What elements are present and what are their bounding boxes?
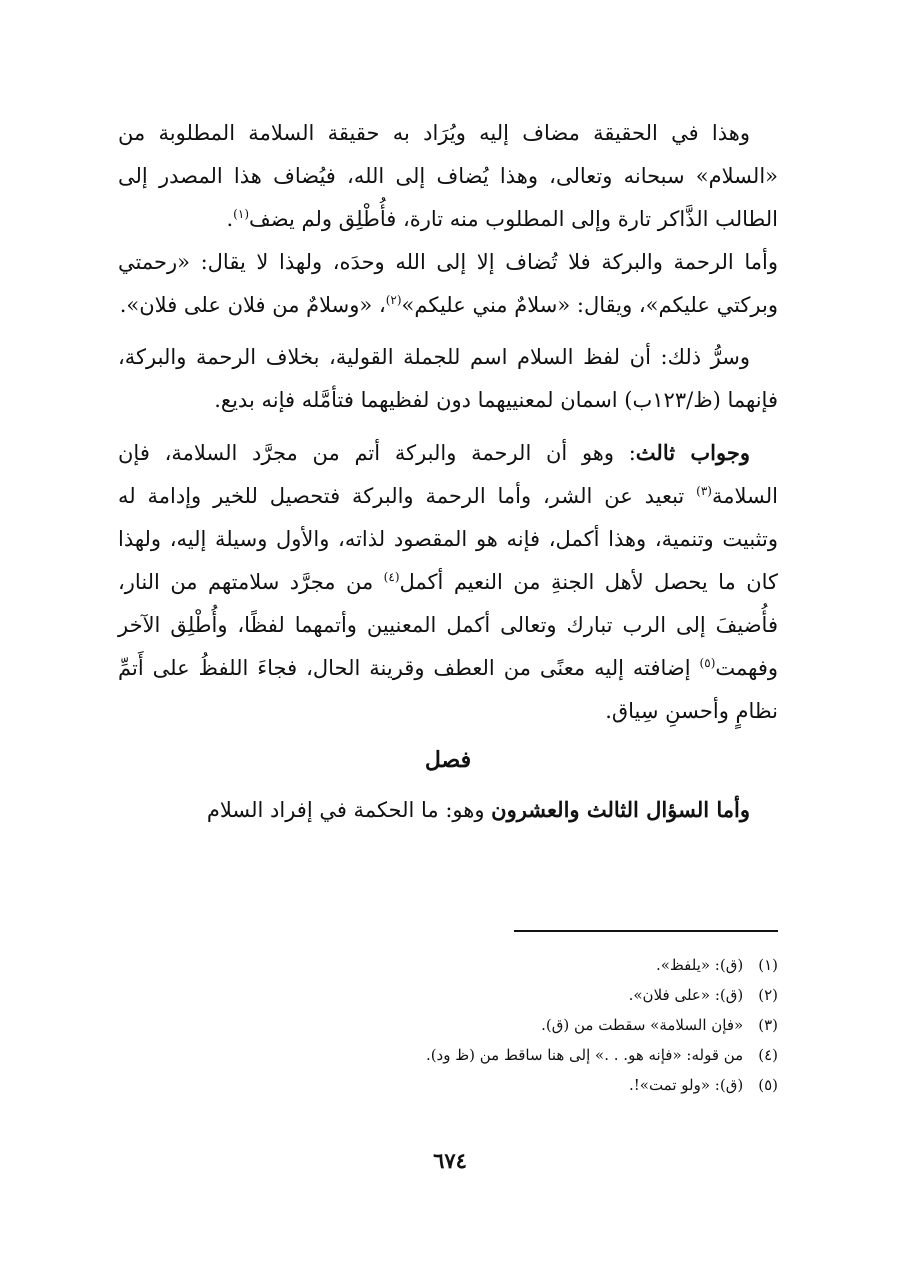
- footnote-reference[interactable]: (٥): [699, 656, 716, 670]
- text-run: وسرُّ ذلك: أن لفظ السلام اسم للجملة القولية، بخلاف الرحمة والبركة، فإنهما (ظ/١٢٣ب) اسمان لمعنييهما دون لفظيهما فتأمَّله فإنه بديع.: [118, 345, 778, 412]
- footnote-number: (٣): [758, 1016, 778, 1034]
- footnote-5: [200, 1070, 778, 1100]
- paragraph-2: [118, 241, 778, 327]
- text-run: إضافته إليه معنًى من العطف وقرينة الحال، فجاءَ اللفظُ على أَتمِّ نظامٍ وأحسنِ سِياق.: [118, 656, 778, 723]
- footnote-reference[interactable]: (٤): [383, 570, 400, 584]
- footnote-text: «فإن السلامة» سقطت من (ق).: [541, 1016, 744, 1034]
- footnote-reference[interactable]: (٢): [385, 293, 402, 307]
- main-text: [118, 112, 778, 832]
- footnote-text: من قوله: «فإنه هو. . .» إلى هنا ساقط من (ظ ود).: [425, 1046, 744, 1064]
- page-number: ٦٧٤: [433, 1148, 467, 1173]
- text-run: ، «وسلامٌ من فلان على فلان».: [119, 293, 386, 317]
- footnote-number: (١): [758, 956, 778, 974]
- text-run: وهذا في الحقيقة مضاف إليه ويُرَاد به حقيقة السلامة المطلوبة من «السلام» سبحانه وتعالى، وهذا يُضاف إلى الله، فيُضاف هذا المصدر إلى الطالب الذَّاكر تارة وإلى المطلوب منه تارة، فأُطْلِق ولم يضف: [118, 121, 778, 231]
- footnotes: [200, 950, 778, 1100]
- bold-lead-phrase: وأما السؤال الثالث والعشرون: [491, 797, 750, 822]
- footnote-text: (ق): «على فلان».: [628, 986, 744, 1004]
- text-run: تبعيد عن الشر، وأما الرحمة والبركة فتحصيل للخير وإدامة له وتثبيت وتنمية، وهذا أكمل، فإنه هو المقصود لذاته، والأول وسيلة إليه، ولهذا كان ما يحصل لأهل الجنةِ من النعيم أكمل: [118, 484, 779, 594]
- section-heading: فصل: [424, 747, 472, 773]
- text-run: وأما الرحمة والبركة فلا تُضاف إلا إلى الله وحدَه، ولهذا لا يقال: «رحمتي وبركتي عليكم»، ويقال: «سلامٌ مني عليكم»: [118, 250, 778, 317]
- footnote-4: [200, 1040, 778, 1070]
- footnote-number: (٤): [758, 1046, 778, 1064]
- footnote-reference[interactable]: (٣): [696, 484, 712, 498]
- footnote-number: (٢): [758, 986, 778, 1004]
- footnote-separator: [514, 930, 778, 932]
- footnote-reference[interactable]: (١): [233, 207, 249, 221]
- text-run: .: [226, 207, 234, 231]
- text-run: من مجرَّد سلامتهم من النار، فأُضيفَ إلى الرب تبارك وتعالى أكمل المعنيين وأتمهما لفظًا، وأُطْلِق الآخر وفهمت: [118, 570, 778, 680]
- paragraph-1: [118, 112, 778, 241]
- bold-lead-phrase: وجواب ثالث: [635, 440, 750, 465]
- footnote-1: [200, 950, 778, 980]
- text-run: وهو: ما الحكمة في إفراد السلام: [206, 798, 492, 822]
- paragraph-4: [118, 431, 778, 733]
- footnote-2: [200, 980, 778, 1010]
- footnote-text: (ق): «يلفظ».: [655, 956, 744, 974]
- footnote-text: (ق): «ولو تمت»!.: [628, 1076, 744, 1094]
- footnote-3: [200, 1010, 778, 1040]
- paragraph-5: [118, 788, 778, 832]
- text-run: : وهو أن الرحمة والبركة أتم من مجرَّد السلامة، فإن السلامة: [118, 441, 778, 508]
- footnote-number: (٥): [758, 1076, 778, 1094]
- paragraph-3: [118, 336, 778, 422]
